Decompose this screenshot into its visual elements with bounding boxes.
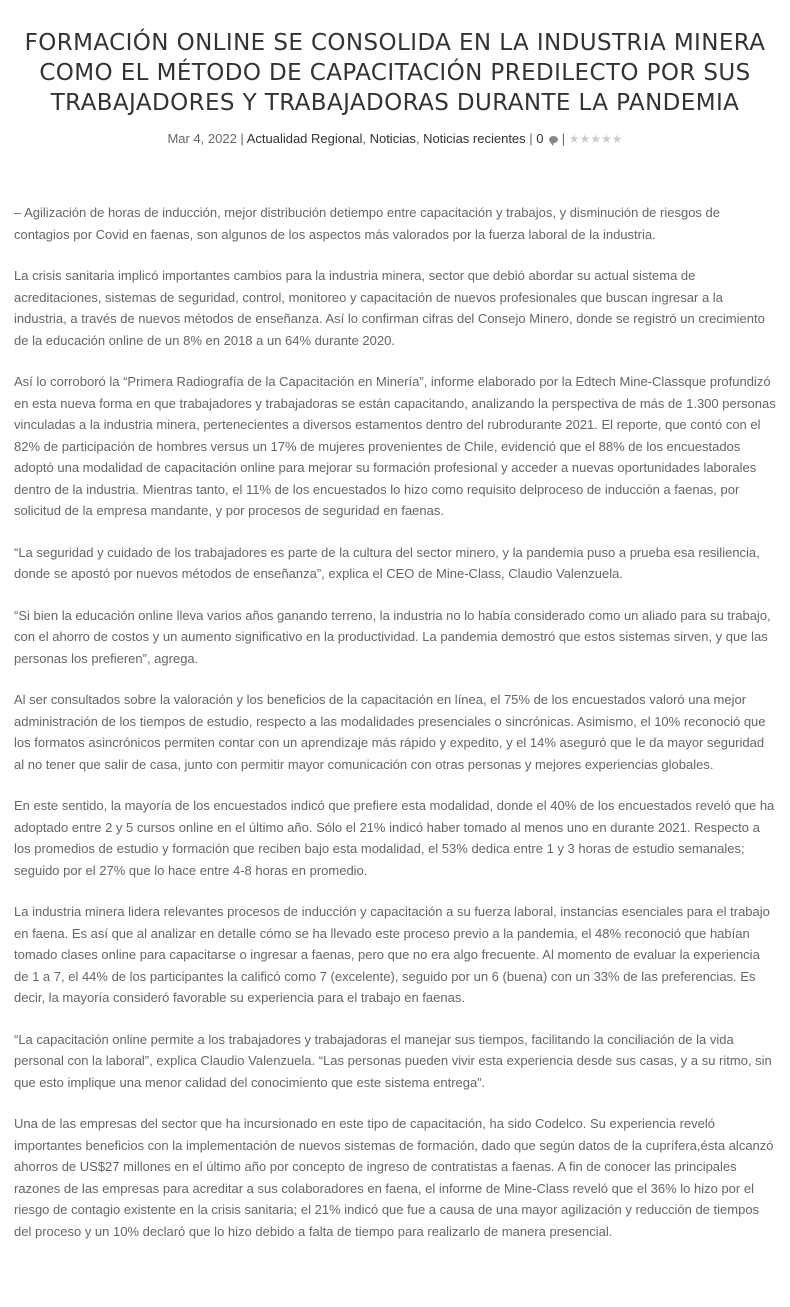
paragraph: La industria minera lidera relevantes procesos de inducción y capacitación a su fuerza laboral, instancias esenciales para el trabajo en faena. Es así que al analizar en detalle cómo se ha llevado este proceso previo a la pandemia, el 48% reconoció que habían tomado clases online para capacitarse o ingresar a faenas, pero que no era algo frecuente. Al momento de evaluar la experiencia de 1 a 7, el 44% de los participantes la calificó como 7 (excelente), seguido por un 6 (buena) con un 33% de las preferencias. Es decir, la mayoría consideró favorable su experiencia para el trabajo en faenas. <box>14 904 770 1005</box>
comment-icon <box>549 136 558 143</box>
paragraph: “La seguridad y cuidado de los trabajadores es parte de la cultura del sector minero, y la pandemia puso a prueba esa resiliencia, donde se apostó por nuevos métodos de enseñanza”, explica el CEO de Mine-Class, Claudio Valenzuela. <box>14 544 760 581</box>
rating-stars: ★★★★★ <box>568 132 623 146</box>
comments-count: 0 <box>536 131 544 146</box>
article <box>0 28 790 1242</box>
paragraph: Al ser consultados sobre la valoración y los beneficios de la capacitación en línea, el 75% de los encuestados valoró una mejor administración de los tiempos de estudio, respecto a las modalidades presenciales o sincrónicas. Asimismo, el 10% reconoció que los formatos asincrónicos permiten contar con un aprendizaje más rápido y expedito, y el 14% aseguró que le da mayor seguridad al no tener que salir de casa, junto con permitir mayor comunicación con otras personas y mejores experiencias globales. <box>14 692 766 772</box>
meta-separator: | <box>525 131 537 146</box>
paragraph: “Si bien la educación online lleva varios años ganando terreno, la industria no lo había considerado como un aliado para su trabajo, con el ahorro de costos y un aumento significativo en la productividad. La pandemia demostró que estos sistemas sirven, y que las personas los prefieren”, agrega. <box>14 607 771 666</box>
paragraph: En este sentido, la mayoría de los encuestados indicó que prefiere esta modalidad, donde el 40% de los encuestados reveló que ha adoptado entre 2 y 5 cursos online en el último año. Sólo el 21% indicó haber tomado al menos uno en durante 2021. Respecto a los promedios de estudio y formación que reciben bajo esta modalidad, el 53% dedica entre 1 y 3 horas de estudio semanales; seguido por el 27% que lo hace entre 4-8 horas en promedio. <box>14 798 775 878</box>
article-title: FORMACIÓN ONLINE SE CONSOLIDA EN LA INDUSTRIA MINERA COMO EL MÉTODO DE CAPACITACIÓN PREDILECTO POR SUS TRABAJADORES Y TRABAJADORAS DURANTE LA PANDEMIA <box>24 30 766 116</box>
paragraph: – Agilización de horas de inducción, mejor distribución detiempo entre capacitación y trabajos, y disminución de riesgos de contagios por Covid en faenas, son algunos de los aspectos más valorados por la fuerza laboral de la industria. <box>14 205 721 242</box>
category-link-actualidad-regional[interactable]: Actualidad Regional <box>246 131 363 146</box>
paragraph: La crisis sanitaria implicó importantes cambios para la industria minera, sector que debió abordar su actual sistema de acreditaciones, sistemas de seguridad, control, monitoreo y capacitación de nuevos profesionales que buscan ingresar a la industria, a través de nuevos métodos de enseñanza. Así lo confirman cifras del Consejo Minero, donde se registró un crecimiento de la educación online de un 8% en 2018 a un 64% durante 2020. <box>14 268 765 348</box>
article-body <box>14 202 776 1242</box>
category-link-noticias[interactable]: Noticias <box>369 131 416 146</box>
comments-link[interactable] <box>536 131 558 146</box>
paragraph: Así lo corroboró la “Primera Radiografía de la Capacitación en Minería”, informe elaborado por la Edtech Mine-Classque profundizó en esta nueva forma en que trabajadores y trabajadoras se están capacitando, analizando la perspectiva de más de 1.300 personas vinculadas a la industria minera, pertenecientes a diversos estamentos dentro del rubrodurante 2021. El reporte, que contó con el 82% de participación de hombres versus un 17% de mujeres provenientes de Chile, evidenció que el 88% de los encuestados adoptó una modalidad de capacitación online para mejorar su formación profesional y acceder a nuevas oportunidades laborales dentro de la industria. Mientras tanto, el 11% de los encuestados lo hizo como requisito delproceso de inducción a faenas, por solicitud de la empresa mandante, y por procesos de seguridad en faenas. <box>14 374 776 518</box>
post-meta: Mar 4, 2022 | Actualidad Regional, Noticias, Noticias recientes | 0 | ★★★★★ <box>167 131 623 146</box>
meta-separator: | <box>558 131 569 146</box>
category-link-noticias-recientes[interactable]: Noticias recientes <box>423 131 526 146</box>
paragraph: Una de las empresas del sector que ha incursionado en este tipo de capacitación, ha sido Codelco. Su experiencia reveló importantes beneficios con la implementación de nuevos sistemas de formación, dado que según datos de la cuprífera,ésta alcanzó ahorros de US$27 millones en el último año por concepto de ingreso de contratistas a faenas. A fin de conocer las principales razones de las empresas para acreditar a sus colaboradores en faena, el informe de Mine-Class reveló que el 36% lo hizo por el riesgo de contagio existente en la crisis sanitaria; el 21% indicó que fue a causa de una mayor agilización y reducción de tiempos del proceso y un 10% declaró que lo hizo debido a falta de tiempo para realizarlo de manera presencial. <box>14 1116 774 1239</box>
paragraph: “La capacitación online permite a los trabajadores y trabajadoras el manejar sus tiempos, facilitando la conciliación de la vida personal con la laboral”, explica Claudio Valenzuela. “Las personas pueden vivir esta experiencia desde sus casas, y a su ritmo, sin que esto implique una menor calidad del conocimiento que este sistema entrega”. <box>14 1031 772 1090</box>
meta-separator: | <box>236 131 247 146</box>
post-date: Mar 4, 2022 <box>167 131 237 146</box>
